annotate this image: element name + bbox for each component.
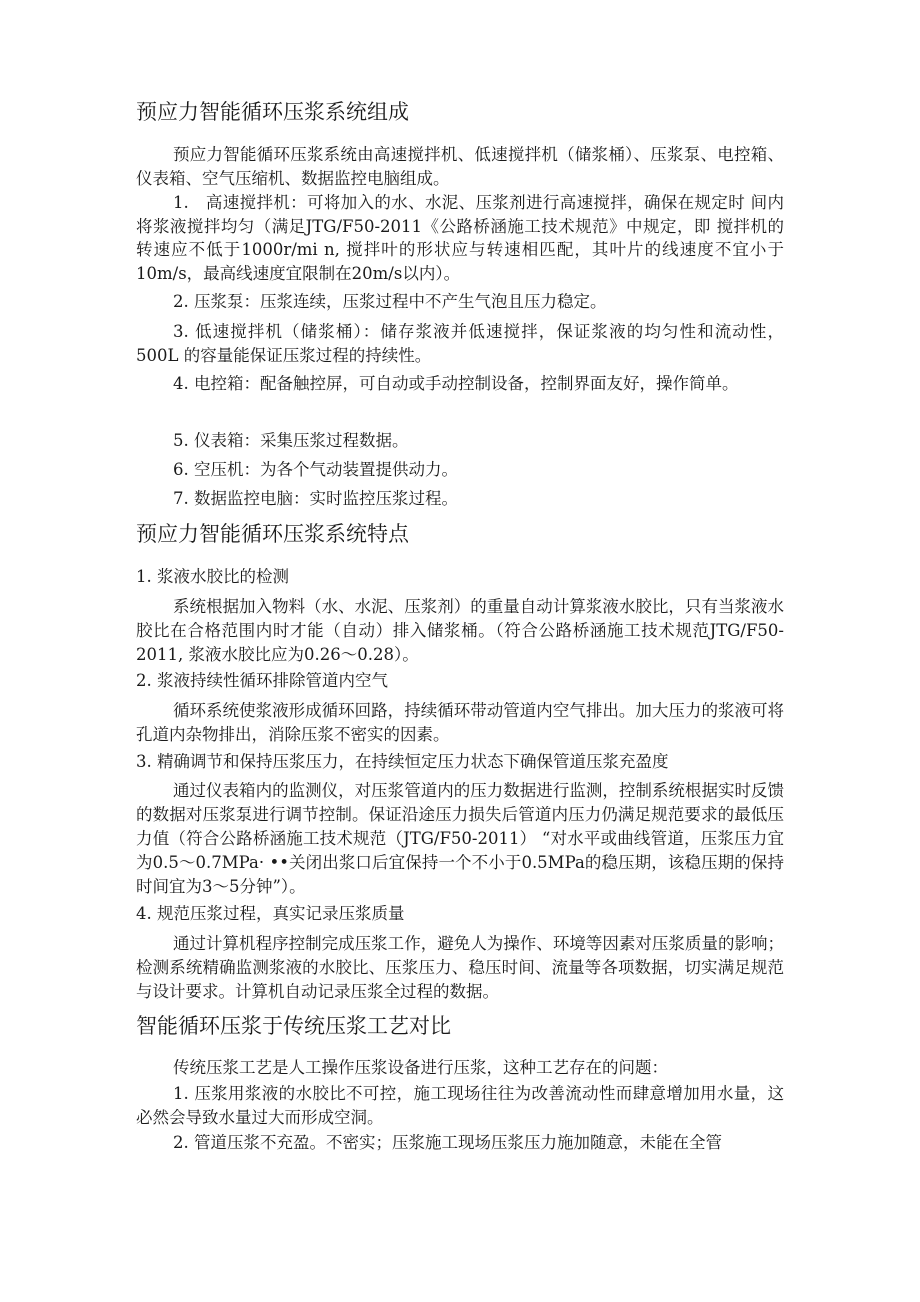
component-item-3: 3. 低速搅拌机（储浆桶）：储存浆液并低速搅拌，保证浆液的均匀性和流动性， 500L 的容量能保证压浆过程的持续性。 bbox=[136, 322, 784, 365]
feature-body-1: 系统根据加入物料（水、水泥、压浆剂）的重量自动计算浆液水胶比，只有当浆液水胶比在合格范围内时才能（自动）排入储浆桶。（符合公路桥涵施工技术规范JTG/F50-2011, 浆液水胶比应为0.26〜0.28）。 bbox=[136, 597, 784, 664]
component-item-4: 4. 电控箱：配备触控屏，可自动或手动控制设备，控制界面友好，操作简单。 bbox=[173, 374, 739, 393]
feature-heading-3: 3. 精确调节和保持压浆压力，在持续恒定压力状态下确保管道压浆充盈度 bbox=[136, 752, 669, 771]
component-item-2: 2. 压浆泵：压浆连续，压浆过程中不产生气泡且压力稳定。 bbox=[173, 292, 607, 311]
component-item-5: 5. 仪表箱：采集压浆过程数据。 bbox=[173, 431, 409, 450]
component-item-6: 6. 空压机：为各个气动装置提供动力。 bbox=[173, 460, 458, 479]
component-item-7: 7. 数据监控电脑：实时监控压浆过程。 bbox=[173, 489, 458, 508]
section-title-features: 预应力智能循环压浆系统特点 bbox=[136, 522, 409, 546]
section-title-composition: 预应力智能循环压浆系统组成 bbox=[136, 100, 409, 124]
component-item-1: 1. 高速搅拌机：可将加入的水、水泥、压浆剂进行高速搅拌，确保在规定时 间内将浆液搅拌均匀（满足JTG/F50-2011《公路桥涵施工技术规范》中规定，即 搅拌机的转速应不低于1000r/mi n, 搅拌叶的形状应与转速相匹配，其叶片的线速度不宜小于10m/s，最高线速度宜限制在20m/s以内）。 bbox=[136, 193, 784, 283]
feature-body-4: 通过计算机程序控制完成压浆工作，避免人为操作、环境等因素对压浆质量的影响；检测系统精确监测浆液的水胶比、压浆压力、稳压时间、流量等各项数据，切实满足规范与设计要求。计算机自动记录压浆全过程的数据。 bbox=[136, 934, 784, 1001]
feature-heading-4: 4. 规范压浆过程，真实记录压浆质量 bbox=[136, 904, 405, 923]
feature-body-2: 循环系统使浆液形成循环回路，持续循环带动管道内空气排出。加大压力的浆液可将孔道内杂物排出，消除压浆不密实的因素。 bbox=[136, 701, 784, 744]
section-title-comparison: 智能循环压浆于传统压浆工艺对比 bbox=[136, 1014, 451, 1038]
comparison-item-2: 2. 管道压浆不充盈。不密实；压浆施工现场压浆压力施加随意，未能在全管 bbox=[173, 1133, 722, 1152]
composition-intro: 预应力智能循环压浆系统由高速搅拌机、低速搅拌机（储浆桶）、压浆泵、电控箱、仪表箱、空气压缩机、数据监控电脑组成。 bbox=[136, 145, 784, 188]
comparison-intro: 传统压浆工艺是人工操作压浆设备进行压浆，这种工艺存在的问题： bbox=[173, 1058, 668, 1077]
feature-body-3: 通过仪表箱内的监测仪，对压浆管道内的压力数据进行监测，控制系统根据实时反馈的数据对压浆泵进行调节控制。保证沿途压力损失后管道内压力仍满足规范要求的最低压力值（符合公路桥涵施工技术规范（JTG/F50-2011） “对水平或曲线管道，压浆压力宜为0.5〜0.7MPa· ••关闭出浆口后宜保持一个不小于0.5MPa的稳压期，该稳压期的保持时间宜为3〜5分钟”）。 bbox=[136, 781, 784, 896]
feature-heading-1: 1. 浆液水胶比的检测 bbox=[136, 567, 289, 586]
comparison-item-1: 1. 压浆用浆液的水胶比不可控，施工现场往往为改善流动性而肆意增加用水量，这必然会导致水量过大而形成空洞。 bbox=[136, 1084, 784, 1127]
feature-heading-2: 2. 浆液持续性循环排除管道内空气 bbox=[136, 671, 388, 690]
